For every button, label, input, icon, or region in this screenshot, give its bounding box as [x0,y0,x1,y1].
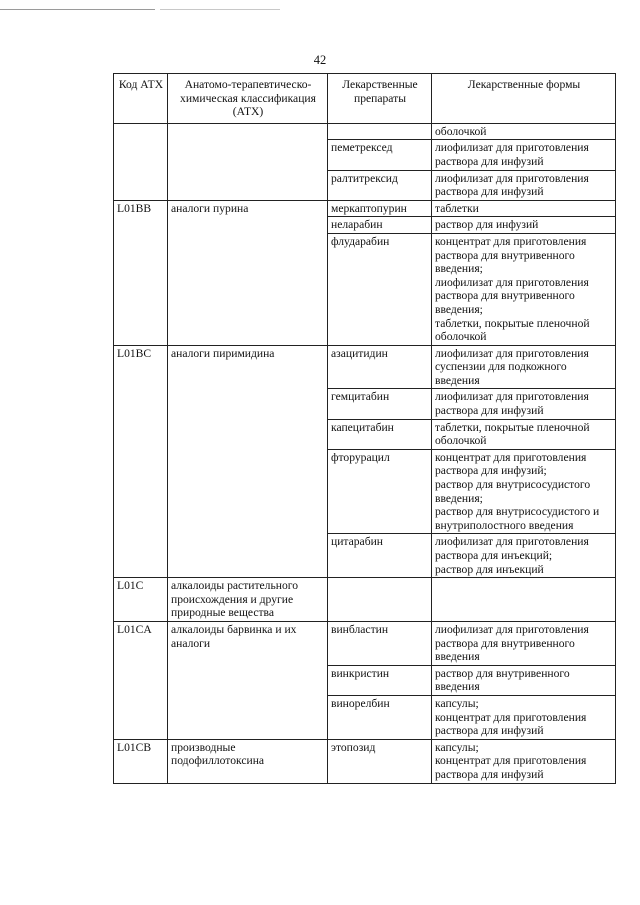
table-row [114,200,616,217]
classification-cell: алкалоиды барвинка и их аналоги [168,621,328,739]
classification-cell: алкалоиды растительного происхождения и другие природные вещества [168,578,328,622]
code-cell: L01CB [114,739,168,783]
forms-cell: раствор для внутривенного введения [432,665,616,695]
classification-cell: аналоги пурина [168,200,328,345]
code-cell: L01C [114,578,168,622]
atc-drug-table [113,73,616,784]
drug-cell: флударабин [328,233,432,345]
drug-cell: цитарабин [328,534,432,578]
table-row [114,621,616,665]
forms-cell: лиофилизат для приготовления суспензии для подкожного введения [432,345,616,389]
drug-cell: фторурацил [328,449,432,534]
forms-cell: лиофилизат для приготовления раствора для инъекций; раствор для инъекций [432,534,616,578]
drug-cell: винорелбин [328,695,432,739]
header-forms: Лекарственные формы [432,74,616,124]
code-cell [114,123,168,200]
drug-cell: ралтитрексид [328,170,432,200]
drug-cell: гемцитабин [328,389,432,419]
forms-cell [432,578,616,622]
drug-cell: пеметрексед [328,140,432,170]
code-cell: L01CA [114,621,168,739]
header-classification: Анатомо-терапевтическо-химическая классификация (АТХ) [168,74,328,124]
forms-cell: лиофилизат для приготовления раствора для инфузий [432,140,616,170]
table-row [114,123,616,140]
header-code: Код АТХ [114,74,168,124]
forms-cell: раствор для инфузий [432,217,616,234]
forms-cell: лиофилизат для приготовления раствора для внутривенного введения [432,621,616,665]
table-row [114,578,616,622]
drug-cell: неларабин [328,217,432,234]
forms-cell: концентрат для приготовления раствора для инфузий; раствор для внутрисосудистого введения; раствор для внутрисосудистого и внутриполостного введения [432,449,616,534]
drug-cell: этопозид [328,739,432,783]
drug-cell: винбластин [328,621,432,665]
drug-cell [328,123,432,140]
drug-cell: меркаптопурин [328,200,432,217]
forms-cell: капсулы; концентрат для приготовления раствора для инфузий [432,695,616,739]
drug-cell: винкристин [328,665,432,695]
forms-cell: лиофилизат для приготовления раствора для инфузий [432,170,616,200]
page-number: 42 [313,53,327,67]
table-row [114,345,616,389]
forms-cell: концентрат для приготовления раствора для внутривенного введения; лиофилизат для приготовления раствора для внутривенного введения; таблетки, покрытые пленочной оболочкой [432,233,616,345]
code-cell: L01BC [114,345,168,578]
table-header-row [114,74,616,124]
forms-cell: таблетки, покрытые пленочной оболочкой [432,419,616,449]
forms-cell: таблетки [432,200,616,217]
classification-cell: производные подофиллотоксина [168,739,328,783]
classification-cell: аналоги пиримидина [168,345,328,578]
header-drugs: Лекарственные препараты [328,74,432,124]
scan-artifact-line [0,9,155,10]
table-row [114,739,616,783]
code-cell: L01BB [114,200,168,345]
forms-cell: лиофилизат для приготовления раствора для инфузий [432,389,616,419]
drug-cell: азацитидин [328,345,432,389]
forms-cell: капсулы; концентрат для приготовления раствора для инфузий [432,739,616,783]
forms-cell: оболочкой [432,123,616,140]
drug-cell: капецитабин [328,419,432,449]
drug-cell [328,578,432,622]
classification-cell [168,123,328,200]
scan-artifact-line [160,9,280,10]
